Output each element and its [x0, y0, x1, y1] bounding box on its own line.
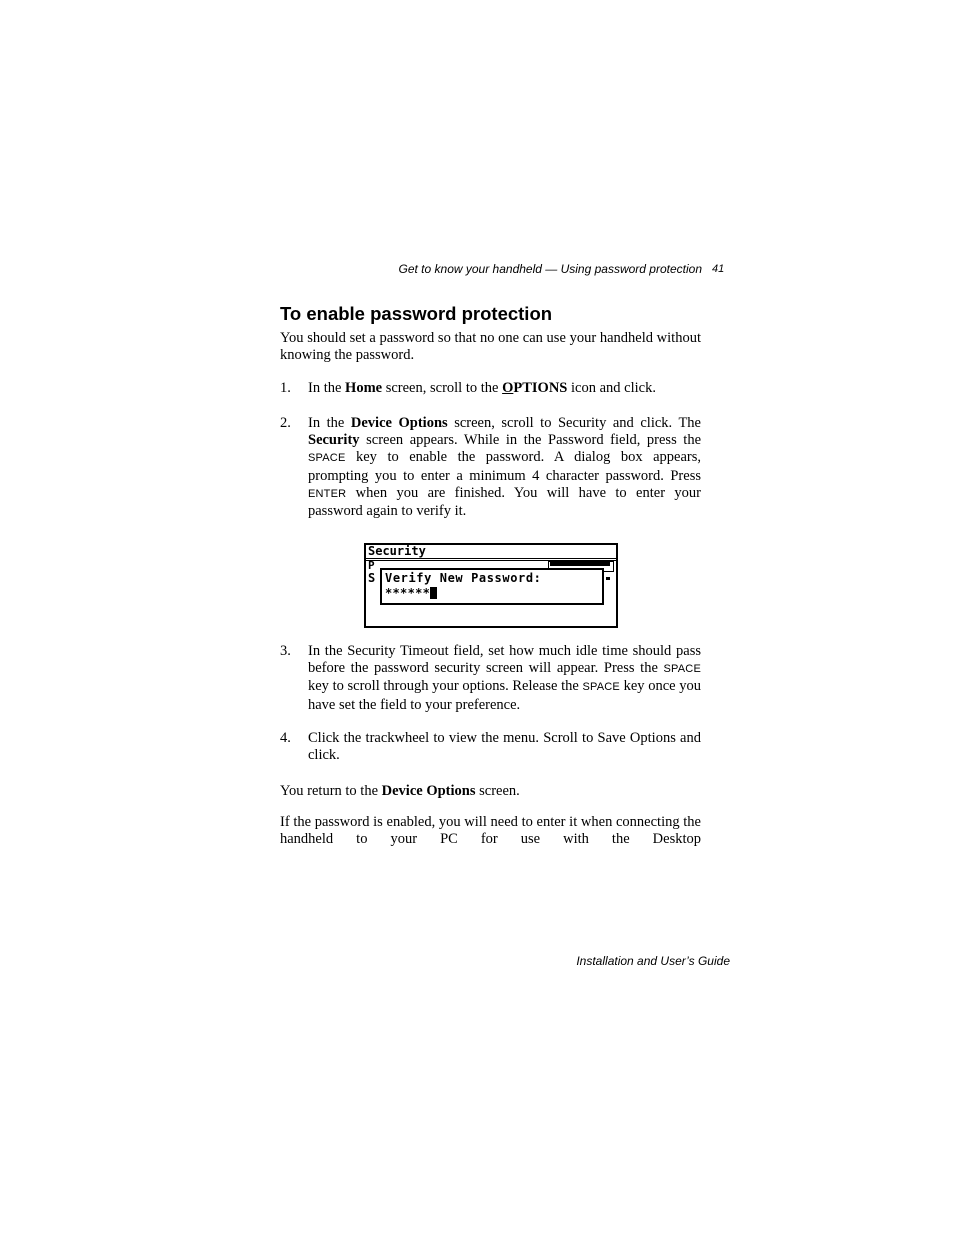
screenshot-row-letter-1: P: [368, 559, 375, 572]
step-4-text: Click the trackwheel to view the menu. Scroll to Save Options and click.: [308, 730, 701, 764]
section-title: To enable password protection: [280, 303, 553, 324]
step-2-number: 2.: [280, 415, 291, 431]
screenshot-marker: [606, 577, 610, 580]
running-footer: Installation and User’s Guide: [576, 954, 730, 968]
step-2-text: In the Device Options screen, scroll to Security and click. The Security screen appears. While in the Password field, press the SPACE key to enable the password. A dialog box appears, prompting you to enter a minimum 4 character password. Press ENTER when you are finished. You will have to enter your password again to verify it.: [308, 415, 701, 520]
return-paragraph: You return to the Device Options screen.: [280, 783, 520, 799]
step-3-number: 3.: [280, 643, 291, 659]
step-1-number: 1.: [280, 380, 291, 396]
dialog-password-value: [385, 586, 437, 600]
intro-paragraph: You should set a password so that no one can use your handheld without knowing the password.: [280, 330, 701, 364]
running-header: Get to know your handheld — Using password protection: [398, 262, 702, 276]
screenshot-field-fill: [550, 562, 610, 566]
page-number: 41: [712, 263, 725, 275]
step-1-text: In the Home screen, scroll to the OPTIONS icon and click.: [308, 380, 656, 396]
security-screen-screenshot: [364, 543, 618, 628]
step-3-text: In the Security Timeout field, set how much idle time should pass before the password security screen will appear. Press the SPACE key to scroll through your options. Release the SPACE key once you have set the field to your preference.: [308, 643, 701, 713]
screenshot-divider: [366, 558, 616, 559]
verify-password-dialog: [380, 568, 604, 605]
screenshot-title: Security: [368, 544, 426, 558]
step-4-number: 4.: [280, 730, 291, 746]
text-cursor: [430, 587, 437, 599]
dialog-prompt: Verify New Password:: [385, 571, 542, 585]
screenshot-row-letter-2: S: [368, 571, 376, 585]
final-paragraph: If the password is enabled, you will need to enter it when connecting the handheld to your PC for use with the Desktop: [280, 814, 701, 848]
masked-password: ******: [385, 586, 431, 600]
